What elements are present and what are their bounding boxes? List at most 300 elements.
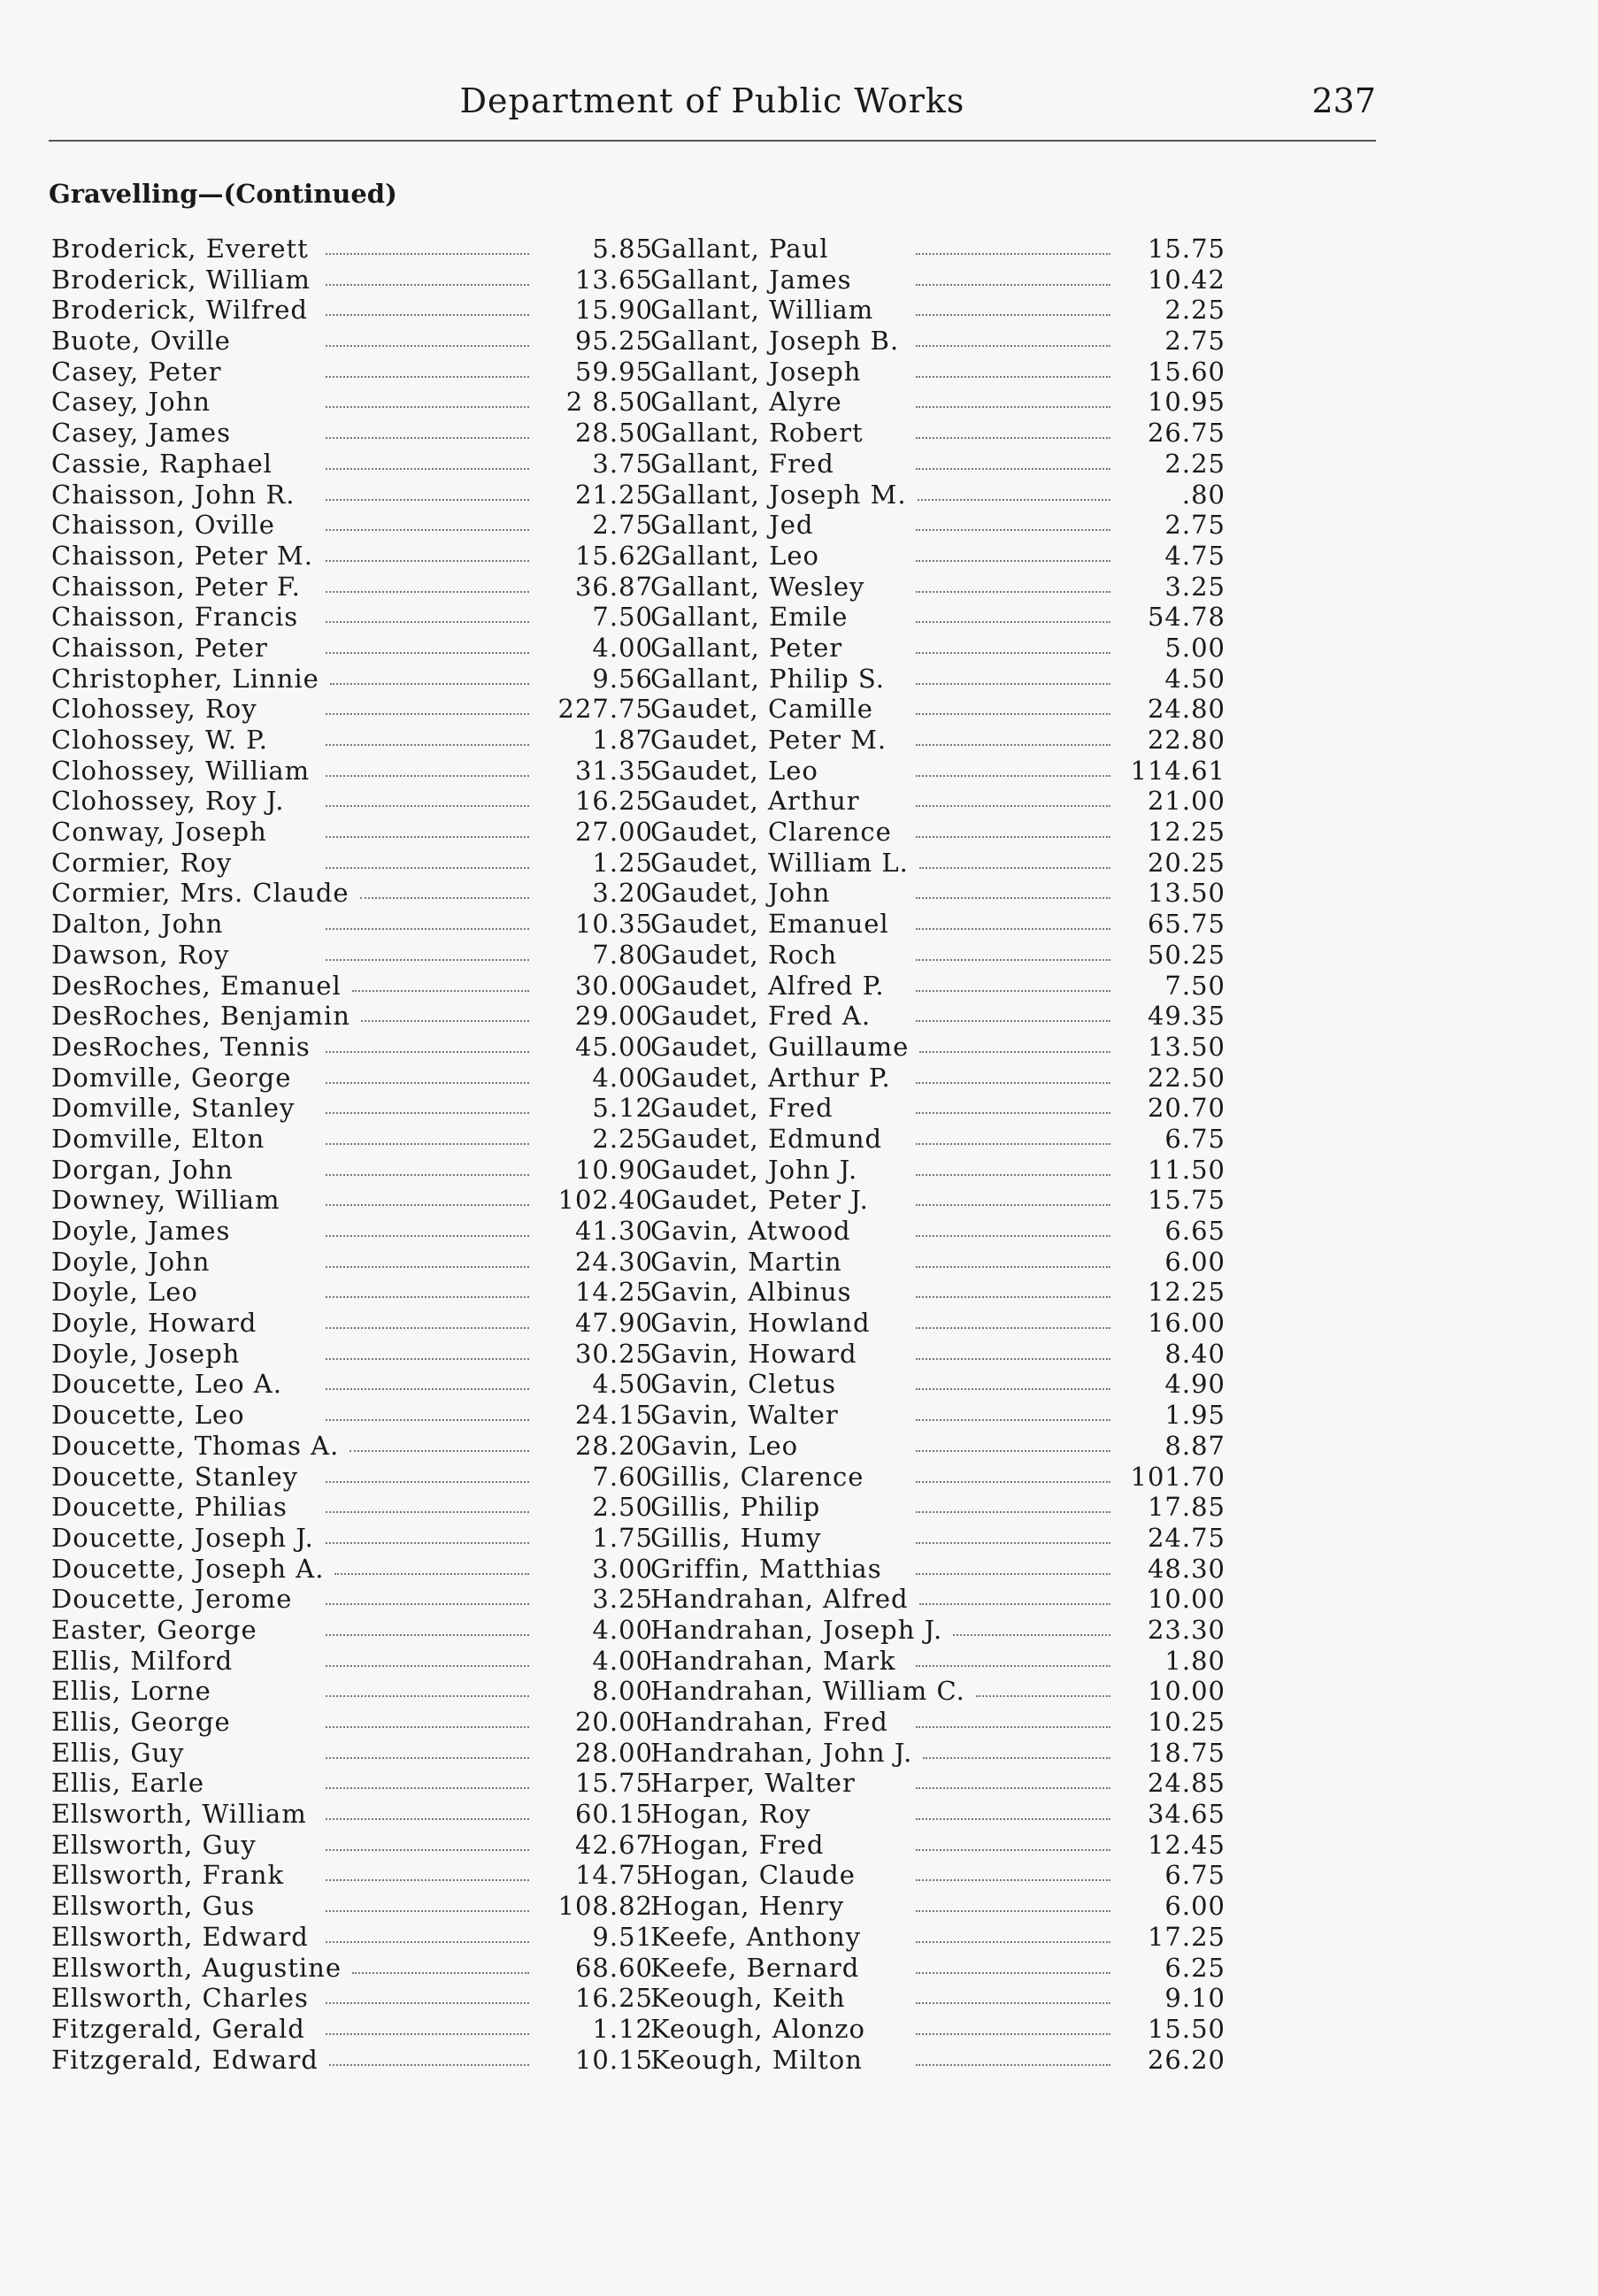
entry-name: Gaudet, William L. [650,847,909,878]
leader-dots [326,1511,529,1513]
entry-amount: 4.90 [1164,1369,1225,1400]
entry-name: Gallant, Alyre [650,387,842,418]
entry-amount: 6.75 [1164,1123,1225,1154]
entry-name: Gavin, Howard [650,1338,857,1369]
entry-amount: 2.75 [1164,326,1225,357]
leader-dots [916,529,1110,531]
list-item [51,418,653,449]
entry-amount: 227.75 [557,694,653,725]
leader-dots [350,1450,529,1452]
entry-amount: 3.00 [592,1553,653,1584]
entry-name: DesRoches, Benjamin [51,1001,350,1032]
entry-name: Ellsworth, Augustine [51,1952,342,1983]
list-item [51,1891,653,1922]
leader-dots [916,1296,1110,1298]
leader-dots [916,591,1110,593]
entry-amount: 1.80 [1164,1645,1225,1676]
entry-name: Casey, Peter [51,356,222,387]
entry-amount: 1.87 [592,725,653,755]
list-item [650,940,1225,971]
entry-amount: 30.00 [574,970,653,1001]
leader-dots [326,836,529,838]
list-item [51,1523,653,1554]
leader-dots [326,1174,529,1176]
entry-name: Gaudet, Fred [650,1093,834,1124]
list-item [650,786,1225,817]
list-item [51,326,653,357]
list-item [51,664,653,695]
entry-name: Casey, John [51,387,211,418]
entry-name: Chaisson, Francis [51,602,299,633]
entry-name: Keough, Milton [650,2044,863,2075]
list-item [51,234,653,265]
entry-amount: 12.45 [1147,1829,1225,1860]
entry-name: Gavin, Martin [650,1246,842,1277]
list-item [51,449,653,480]
entry-amount: 8.00 [592,1676,653,1707]
list-item [650,1155,1225,1186]
entry-name: Gaudet, Clarence [650,817,892,848]
entry-name: Chaisson, Peter F. [51,571,301,602]
list-item [650,633,1225,664]
leader-dots [916,897,1110,899]
list-item [51,1462,653,1493]
entry-amount: 17.85 [1147,1492,1225,1523]
entry-name: Ellsworth, Gus [51,1891,256,1922]
list-item [650,1492,1225,1523]
leader-dots [916,468,1110,470]
leader-dots [326,2033,529,2035]
entry-name: Gavin, Walter [650,1400,839,1431]
entry-name: Gallant, Robert [650,418,864,449]
entry-amount: 50.25 [1147,939,1225,970]
leader-dots [326,1481,529,1483]
entry-name: Gaudet, Alfred P. [650,970,885,1001]
entry-name: Chaisson, Peter [51,632,268,663]
entry-amount: 6.65 [1164,1216,1225,1246]
entry-amount: 24.15 [574,1400,653,1431]
list-item [51,2014,653,2045]
list-item [51,572,653,603]
list-item [51,1799,653,1830]
entry-amount: 15.75 [1147,234,1225,264]
list-item [650,725,1225,756]
entry-amount: 4.50 [1164,663,1225,694]
entry-name: Cassie, Raphael [51,448,273,479]
entry-amount: 22.50 [1147,1062,1225,1093]
entry-name: Gillis, Philip [650,1492,821,1523]
entry-name: Doucette, Joseph A. [51,1553,325,1584]
leader-dots [326,867,529,869]
entry-amount: 7.50 [1164,970,1225,1001]
leader-dots [953,1634,1110,1636]
leader-dots [352,990,529,992]
leader-dots [326,1634,529,1636]
entry-amount: 4.50 [592,1369,653,1400]
entry-name: DesRoches, Emanuel [51,970,342,1001]
leader-dots [326,529,529,531]
list-item [650,1032,1225,1063]
list-item [650,1277,1225,1308]
list-item [51,971,653,1002]
entry-amount: 4.75 [1164,540,1225,571]
list-item [650,2014,1225,2045]
entry-name: Keefe, Anthony [650,1921,862,1952]
entry-name: Gaudet, Leo [650,755,818,786]
entry-amount: 6.75 [1164,1860,1225,1891]
leader-dots [326,345,529,347]
list-item [51,1922,653,1953]
leader-dots [916,1879,1110,1881]
list-item [51,633,653,664]
entry-name: Chaisson, Peter M. [51,540,313,571]
entry-name: Domville, George [51,1062,292,1093]
entry-amount: 7.60 [592,1461,653,1492]
entry-name: Doucette, Jerome [51,1584,293,1615]
leader-dots [916,1112,1110,1114]
entry-amount: 15.75 [574,1768,653,1799]
entry-name: Gaudet, Emanuel [650,909,889,940]
entry-name: Gallant, Philip S. [650,663,885,694]
list-item [650,234,1225,265]
list-item [51,1400,653,1431]
leader-dots [916,1020,1110,1022]
list-item [51,357,653,388]
entry-name: Doyle, Howard [51,1308,257,1339]
list-item [51,1615,653,1646]
entry-amount: 10.35 [574,909,653,940]
entry-amount: 65.75 [1147,909,1225,940]
leader-dots [326,1603,529,1605]
entry-name: Harper, Walter [650,1768,856,1799]
entry-name: Ellsworth, William [51,1799,307,1830]
entry-name: Gaudet, John J. [650,1154,858,1185]
entry-name: DesRoches, Tennis [51,1031,311,1062]
list-item [650,1922,1225,1953]
entry-amount: 10.25 [1147,1707,1225,1737]
list-item [51,1124,653,1155]
leader-dots [326,1266,529,1268]
list-item [51,1032,653,1063]
entry-name: Doyle, John [51,1246,211,1277]
leader-dots [916,2064,1110,2066]
entry-name: Broderick, William [51,264,311,295]
entry-name: Handrahan, Mark [650,1645,896,1676]
entry-name: Gavin, Albinus [650,1277,852,1308]
leader-dots [326,2002,529,2004]
list-item [51,1339,653,1370]
entry-amount: 2.25 [592,1123,653,1154]
entry-amount: 48.30 [1147,1553,1225,1584]
entry-amount: 29.00 [574,1001,653,1032]
entry-amount: 16.25 [574,1983,653,2014]
list-item [650,817,1225,848]
leader-dots [326,1695,529,1697]
leader-dots [326,1665,529,1667]
entry-amount: 15.60 [1147,356,1225,387]
entry-name: Ellis, George [51,1707,231,1737]
leader-dots [916,621,1110,623]
entry-amount: 6.00 [1164,1891,1225,1922]
entry-name: Christopher, Linnie [51,663,319,694]
entry-amount: 21.00 [1147,786,1225,817]
leader-dots [334,1573,529,1575]
leader-dots [916,1910,1110,1912]
entry-name: Gaudet, Peter M. [650,725,887,755]
list-item [51,694,653,725]
entry-name: Gavin, Howland [650,1308,871,1339]
entry-amount: 13.65 [574,264,653,295]
entry-name: Dalton, John [51,909,224,940]
leader-dots [916,1511,1110,1513]
leader-dots [916,744,1110,746]
leader-dots [326,1296,529,1298]
list-item [51,1554,653,1585]
entry-name: Hogan, Henry [650,1891,845,1922]
list-item [650,1646,1225,1677]
list-item [650,1799,1225,1830]
entry-name: Clohossey, Roy [51,694,257,725]
entry-name: Hogan, Claude [650,1860,856,1891]
leader-dots [916,959,1110,961]
entry-name: Gallant, Joseph [650,356,862,387]
entry-name: Broderick, Wilfred [51,295,308,326]
list-item [650,1216,1225,1247]
leader-dots [326,437,529,439]
leader-dots [916,1266,1110,1268]
entry-name: Ellsworth, Frank [51,1860,285,1891]
list-item [650,572,1225,603]
entry-amount: 4.00 [592,1062,653,1093]
entry-amount: 114.61 [1130,755,1225,786]
entry-amount: 13.50 [1147,878,1225,909]
leader-dots [326,1818,529,1820]
leader-dots [326,1235,529,1237]
entry-name: Keough, Keith [650,1983,846,2014]
entry-name: Keefe, Bernard [650,1952,860,1983]
entry-name: Gallant, Leo [650,540,819,571]
entry-amount: 5.00 [1164,632,1225,663]
entry-name: Gaudet, Peter J. [650,1185,869,1216]
entry-amount: 24.80 [1147,694,1225,725]
entry-amount: 4.00 [592,1614,653,1645]
entry-name: Fitzgerald, Gerald [51,2013,305,2044]
leader-dots [330,683,529,685]
entry-name: Handrahan, Joseph J. [650,1614,943,1645]
list-item [650,1860,1225,1891]
leader-dots [916,2002,1110,2004]
leader-dots [326,959,529,961]
entry-name: Gallant, James [650,264,852,295]
entry-amount: 15.62 [574,540,653,571]
leader-dots [916,437,1110,439]
entry-name: Gaudet, Camille [650,694,873,725]
entry-name: Gallant, Jed [650,510,814,541]
list-item [51,909,653,940]
list-item [650,1707,1225,1738]
entry-name: Doucette, Joseph J. [51,1522,314,1553]
list-item [51,1216,653,1247]
entry-amount: 20.00 [574,1707,653,1737]
entry-amount: 68.60 [574,1952,653,1983]
leader-dots [916,652,1110,654]
entry-name: Ellis, Lorne [51,1676,211,1707]
list-item [51,1953,653,1984]
leader-dots [918,499,1110,501]
entry-amount: 9.51 [592,1921,653,1952]
entry-name: Keough, Alonzo [650,2013,865,2044]
leader-dots [326,1542,529,1544]
entry-amount: 14.25 [574,1277,653,1308]
leader-dots [919,1051,1110,1053]
entry-name: Griffin, Matthias [650,1553,882,1584]
entry-amount: 42.67 [574,1829,653,1860]
list-item [51,510,653,541]
list-item [650,1247,1225,1278]
entry-name: Ellsworth, Charles [51,1983,309,2014]
list-item [51,817,653,848]
list-item [51,878,653,909]
leader-dots [326,1910,529,1912]
leader-dots [326,468,529,470]
list-item [51,1738,653,1769]
entry-amount: 8.87 [1164,1430,1225,1461]
leader-dots [326,1879,529,1881]
list-item [51,1707,653,1738]
leader-dots [326,1941,529,1943]
entry-name: Chaisson, Oville [51,510,275,541]
list-item [650,971,1225,1002]
entry-amount: 1.12 [592,2013,653,2044]
list-item [650,1584,1225,1615]
leader-dots [916,376,1110,378]
entry-name: Gillis, Clarence [650,1461,864,1492]
entry-amount: 3.25 [592,1584,653,1615]
leader-dots [916,990,1110,992]
entry-name: Gavin, Leo [650,1430,799,1461]
list-item [650,480,1225,511]
list-item [650,387,1225,418]
list-item [650,326,1225,357]
list-item [650,418,1225,449]
list-item [650,1953,1225,1984]
entry-amount: 101.70 [1130,1461,1225,1492]
leader-dots [326,284,529,286]
leader-dots [326,560,529,562]
entry-amount: 15.75 [1147,1185,1225,1216]
entry-amount: 13.50 [1147,1031,1225,1062]
list-item [650,2045,1225,2076]
entry-amount: 17.25 [1147,1921,1225,1952]
entry-amount: .80 [1181,479,1225,510]
list-item [51,602,653,633]
entry-name: Clohossey, W. P. [51,725,268,755]
entry-name: Downey, William [51,1185,280,1216]
leader-dots [326,928,529,930]
leader-dots [916,1082,1110,1084]
leader-dots [916,1787,1110,1789]
entry-name: Gallant, William [650,295,874,326]
leader-dots [916,836,1110,838]
entry-amount: 10.00 [1147,1584,1225,1615]
entry-name: Doucette, Leo A. [51,1369,282,1400]
list-item [51,1277,653,1308]
leader-dots [916,805,1110,807]
list-item [650,1554,1225,1585]
page-header [49,81,1376,143]
entry-name: Dawson, Roy [51,939,230,970]
leader-dots [916,1174,1110,1176]
entry-amount: 11.50 [1147,1154,1225,1185]
leader-dots [326,805,529,807]
entry-amount: 30.25 [574,1338,653,1369]
leader-dots [916,1849,1110,1851]
entry-name: Gaudet, Fred A. [650,1001,872,1032]
list-item [650,1063,1225,1094]
entry-amount: 6.00 [1164,1246,1225,1277]
entry-name: Cormier, Mrs. Claude [51,878,350,909]
list-item [51,1308,653,1339]
entry-name: Handrahan, William C. [650,1676,965,1707]
entry-amount: 10.15 [574,2044,653,2075]
entry-amount: 2.75 [1164,510,1225,541]
list-item [51,1063,653,1094]
entry-amount: 28.20 [574,1430,653,1461]
entry-name: Gallant, Fred [650,448,834,479]
list-item [51,1247,653,1278]
leader-dots [326,1204,529,1206]
entry-amount: 10.95 [1147,387,1225,418]
page-number: 237 [1311,81,1376,120]
leader-dots [916,1327,1110,1329]
entry-amount: 60.15 [574,1799,653,1830]
list-item [650,848,1225,879]
entry-amount: 21.25 [574,479,653,510]
leader-dots [326,1388,529,1390]
entry-amount: 24.75 [1147,1522,1225,1553]
list-item [650,1523,1225,1554]
entry-name: Gallant, Paul [650,234,829,264]
entry-name: Cormier, Roy [51,847,233,878]
entry-amount: 27.00 [574,817,653,848]
entry-name: Doucette, Thomas A. [51,1430,340,1461]
list-item [51,1584,653,1615]
entry-amount: 2 8.50 [565,387,653,418]
leader-dots [326,1419,529,1421]
list-item [650,1615,1225,1646]
leader-dots [916,406,1110,408]
entry-amount: 49.35 [1147,1001,1225,1032]
entry-amount: 24.85 [1147,1768,1225,1799]
list-item [650,1431,1225,1462]
entry-name: Ellis, Milford [51,1645,234,1676]
list-item [650,1339,1225,1370]
entry-amount: 2.75 [592,510,653,541]
entry-name: Domville, Elton [51,1123,265,1154]
header-rule [49,140,1376,142]
entry-amount: 41.30 [574,1216,653,1246]
leader-dots [326,713,529,715]
list-item [51,1830,653,1861]
entry-amount: 54.78 [1147,602,1225,633]
entry-name: Ellsworth, Edward [51,1921,309,1952]
entry-name: Clohossey, Roy J. [51,786,285,817]
list-item [51,940,653,971]
entry-amount: 16.00 [1147,1308,1225,1339]
leader-dots [916,1665,1110,1667]
list-item [650,1001,1225,1032]
leader-dots [916,1941,1110,1943]
